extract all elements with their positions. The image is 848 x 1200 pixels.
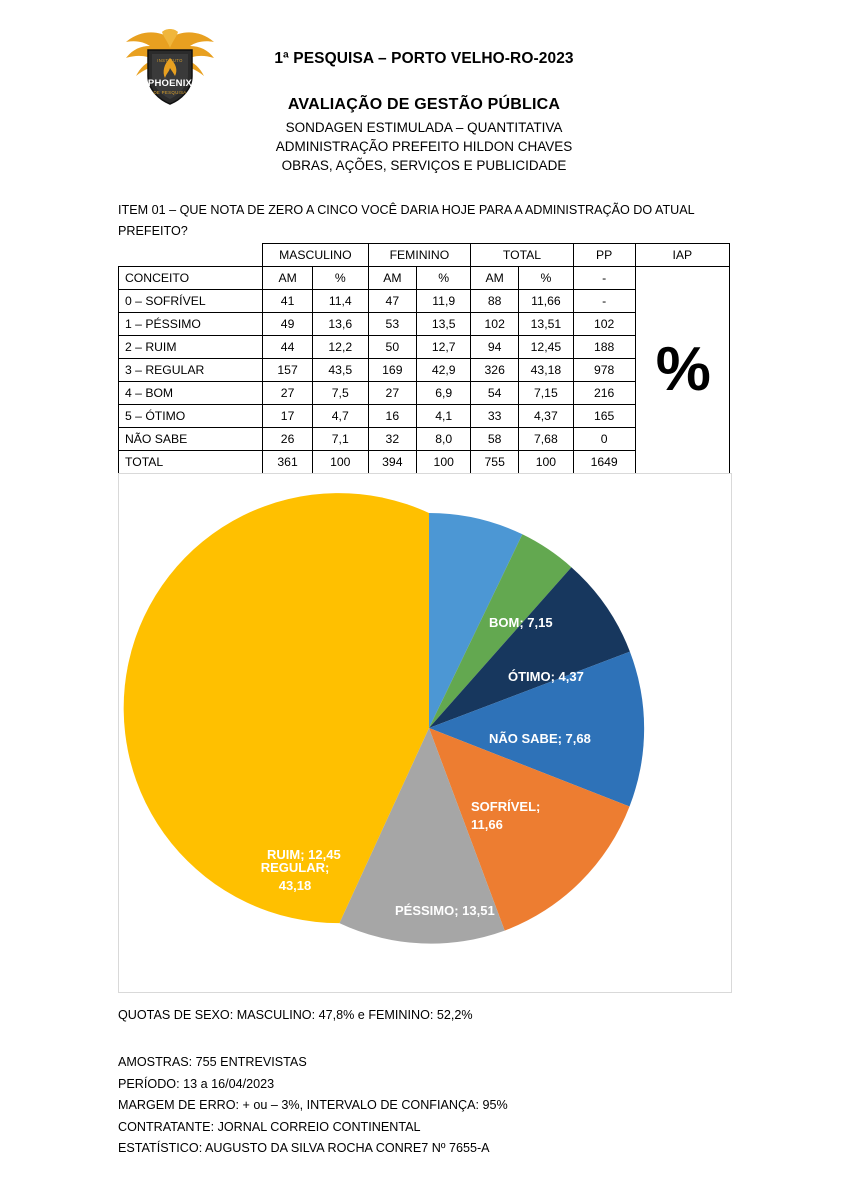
page-title: 1ª PESQUISA – PORTO VELHO-RO-2023: [274, 50, 574, 67]
results-table-wrapper: [118, 243, 730, 497]
label-nao-sabe: NÃO SABE; 7,68: [489, 731, 591, 746]
svg-text:INSTITUTO: INSTITUTO: [157, 58, 183, 63]
row-conceito: 4 – BOM: [119, 382, 263, 405]
row-am-feminino: 394: [368, 451, 417, 474]
row-conceito: NÃO SABE: [119, 428, 263, 451]
row-pp: -: [573, 290, 635, 313]
label-pessimo: PÉSSIMO; 13,51: [395, 903, 495, 918]
row-pct-masculino: 100: [313, 451, 369, 474]
footer-margem-erro: MARGEM DE ERRO: + ou – 3%, INTERVALO DE CONFIANÇA: 95%: [118, 1098, 508, 1112]
row-pct-feminino: 8,0: [417, 428, 471, 451]
row-am-total: 326: [471, 359, 519, 382]
svg-text:PHOENIX: PHOENIX: [147, 78, 193, 89]
row-pct-total: 11,66: [519, 290, 574, 313]
row-pct-feminino: 6,9: [417, 382, 471, 405]
row-conceito: 5 – ÓTIMO: [119, 405, 263, 428]
row-conceito: 2 – RUIM: [119, 336, 263, 359]
row-pct-feminino: 4,1: [417, 405, 471, 428]
label-sofrivel-line2: 11,66: [471, 817, 503, 832]
row-am-feminino: 169: [368, 359, 417, 382]
iap-percent-symbol-cell: [635, 267, 729, 474]
label-ruim: RUIM; 12,45: [267, 847, 341, 862]
label-bom: BOM; 7,15: [489, 615, 553, 630]
row-am-masculino: 361: [263, 451, 313, 474]
row-pp: 0: [573, 428, 635, 451]
results-table: [118, 243, 730, 497]
subtitle-sondagem: SONDAGEN ESTIMULADA – QUANTITATIVA: [285, 120, 563, 135]
sub-header-am-total: AM: [471, 267, 519, 290]
table-group-header-row: [119, 244, 730, 267]
row-am-feminino: 47: [368, 290, 417, 313]
row-pct-masculino: 4,7: [313, 405, 369, 428]
row-pct-masculino: 11,4: [313, 290, 369, 313]
row-am-total: 94: [471, 336, 519, 359]
group-header-total: TOTAL: [471, 244, 573, 267]
subtitle-block: [0, 96, 848, 175]
row-conceito: 0 – SOFRÍVEL: [119, 290, 263, 313]
sub-header-pct-total: %: [519, 267, 574, 290]
row-pct-masculino: 7,5: [313, 382, 369, 405]
sub-header-pct-masculino: %: [313, 267, 369, 290]
row-am-masculino: 26: [263, 428, 313, 451]
label-regular-line1: REGULAR;: [260, 860, 330, 875]
row-am-feminino: 16: [368, 405, 417, 428]
row-am-total: 88: [471, 290, 519, 313]
row-pp: 216: [573, 382, 635, 405]
label-sofrivel-line1: SOFRÍVEL;: [471, 799, 541, 814]
percent-symbol: %: [655, 335, 709, 404]
row-am-feminino: 32: [368, 428, 417, 451]
sub-header-am-masculino: AM: [263, 267, 313, 290]
row-pct-masculino: 12,2: [313, 336, 369, 359]
group-header-masculino: MASCULINO: [263, 244, 368, 267]
pie-slices: [124, 493, 644, 944]
row-pct-total: 100: [519, 451, 574, 474]
label-regular-line2: 43,18: [278, 878, 312, 893]
group-header-feminino: FEMININO: [368, 244, 471, 267]
row-pp: 165: [573, 405, 635, 428]
row-am-masculino: 41: [263, 290, 313, 313]
footer-periodo: PERÍODO: 13 a 16/04/2023: [118, 1076, 275, 1091]
row-am-total: 54: [471, 382, 519, 405]
row-am-feminino: 50: [368, 336, 417, 359]
row-am-total: 102: [471, 313, 519, 336]
item-question: ITEM 01 – QUE NOTA DE ZERO A CINCO VOCÊ DARIA HOJE PARA A ADMINISTRAÇÃO DO ATUAL PREFEITO?: [118, 203, 695, 238]
row-conceito: 1 – PÉSSIMO: [119, 313, 263, 336]
row-conceito: TOTAL: [119, 451, 263, 474]
table-sub-header-row: [119, 267, 730, 290]
row-pct-feminino: 12,7: [417, 336, 471, 359]
pie-chart-svg: [119, 474, 731, 992]
row-pp: 1649: [573, 451, 635, 474]
row-pct-masculino: 13,6: [313, 313, 369, 336]
row-pct-total: 13,51: [519, 313, 574, 336]
row-pct-total: 43,18: [519, 359, 574, 382]
row-pct-feminino: 100: [417, 451, 471, 474]
row-am-total: 33: [471, 405, 519, 428]
row-pp: 102: [573, 313, 635, 336]
footer-quotas: QUOTAS DE SEXO: MASCULINO: 47,8% e FEMININO: 52,2%: [118, 1008, 473, 1022]
group-header-pp: PP: [573, 244, 635, 267]
sub-header-conceito: CONCEITO: [119, 267, 263, 290]
row-pct-feminino: 11,9: [417, 290, 471, 313]
row-pct-total: 12,45: [519, 336, 574, 359]
row-pct-masculino: 7,1: [313, 428, 369, 451]
row-am-masculino: 157: [263, 359, 313, 382]
row-pct-total: 7,15: [519, 382, 574, 405]
label-otimo: ÓTIMO; 4,37: [508, 669, 584, 684]
footer-contratante: CONTRATANTE: JORNAL CORREIO CONTINENTAL: [118, 1119, 421, 1134]
row-conceito: 3 – REGULAR: [119, 359, 263, 382]
row-pct-masculino: 43,5: [313, 359, 369, 382]
row-pp: 188: [573, 336, 635, 359]
svg-text:DE PESQUISA: DE PESQUISA: [153, 90, 187, 95]
row-am-masculino: 49: [263, 313, 313, 336]
row-pp: 978: [573, 359, 635, 382]
row-am-feminino: 53: [368, 313, 417, 336]
row-pct-feminino: 13,5: [417, 313, 471, 336]
row-pct-feminino: 42,9: [417, 359, 471, 382]
sub-header-pp: -: [573, 267, 635, 290]
footer-estatistico: ESTATÍSTICO: AUGUSTO DA SILVA ROCHA CONRE7 Nº 7655-A: [118, 1141, 490, 1155]
footer-amostras: AMOSTRAS: 755 ENTREVISTAS: [118, 1055, 307, 1069]
row-am-total: 755: [471, 451, 519, 474]
sub-header-am-feminino: AM: [368, 267, 417, 290]
subtitle-obras: OBRAS, AÇÕES, SERVIÇOS E PUBLICIDADE: [281, 158, 567, 173]
row-am-feminino: 27: [368, 382, 417, 405]
subtitle-avaliacao: AVALIAÇÃO DE GESTÃO PÚBLICA: [287, 96, 561, 113]
row-pct-total: 4,37: [519, 405, 574, 428]
pie-chart: [118, 473, 732, 993]
footer-details: [118, 1052, 508, 1160]
row-am-masculino: 44: [263, 336, 313, 359]
row-am-masculino: 27: [263, 382, 313, 405]
row-am-total: 58: [471, 428, 519, 451]
sub-header-pct-feminino: %: [417, 267, 471, 290]
subtitle-administracao: ADMINISTRAÇÃO PREFEITO HILDON CHAVES: [275, 139, 573, 154]
document-header: [0, 0, 848, 200]
row-pct-total: 7,68: [519, 428, 574, 451]
row-am-masculino: 17: [263, 405, 313, 428]
group-header-iap: IAP: [635, 244, 729, 267]
empty-corner-cell: [119, 244, 263, 267]
